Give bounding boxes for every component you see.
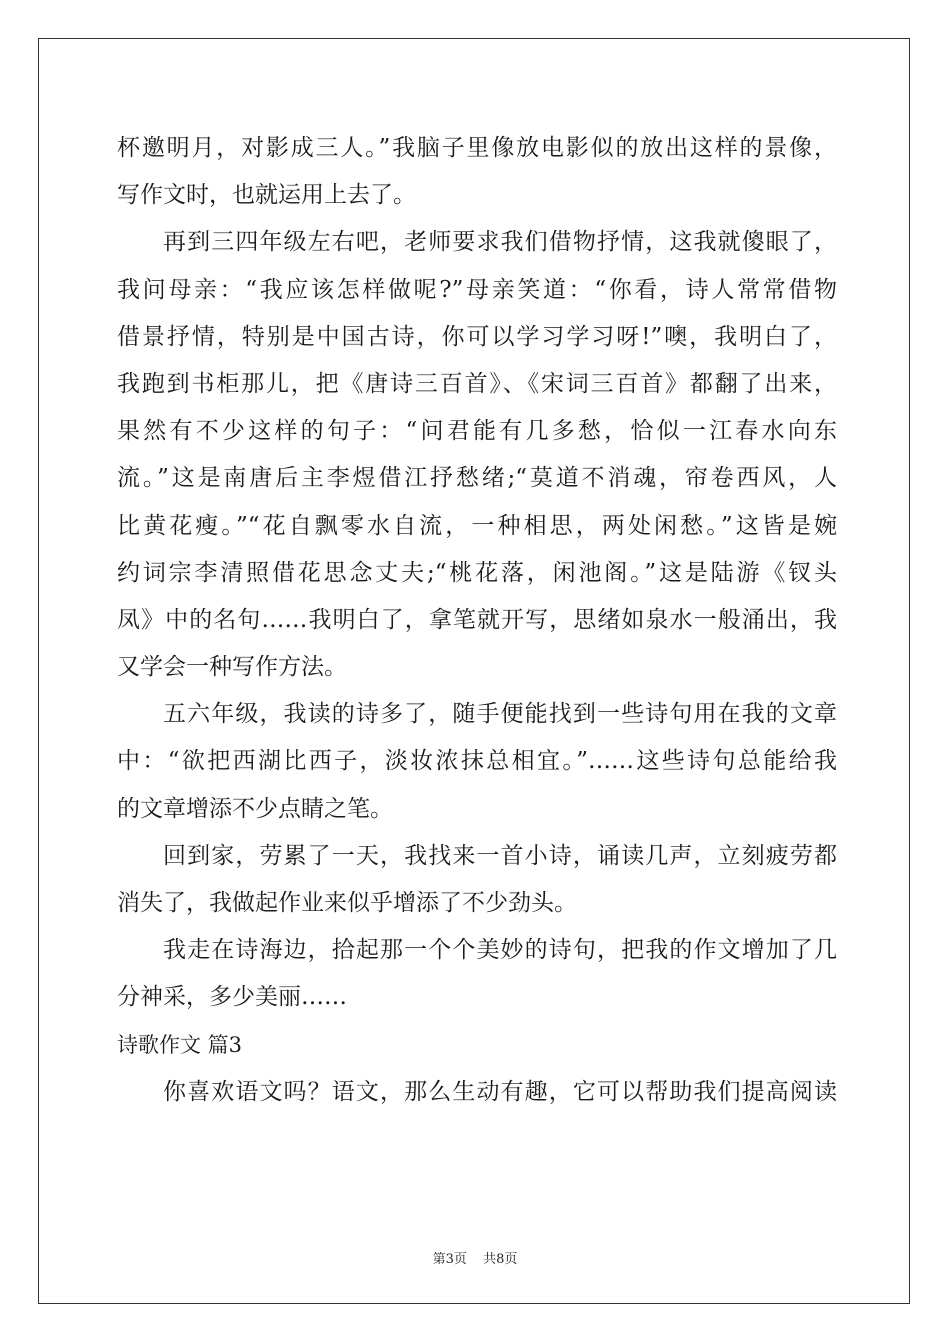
text-line: 回到家，劳累了一天，我找来一首小诗，诵读几声，立刻疲劳都 <box>163 842 837 869</box>
page-footer <box>0 1248 950 1267</box>
text-line: 写作文时，也就运用上去了。 <box>117 182 416 209</box>
text-line: 果然有不少这样的句子：“问君能有几多愁，恰似一江春水向东 <box>117 418 837 445</box>
text-line: 我走在诗海边，拾起那一个个美妙的诗句，把我的作文增加了几 <box>163 937 837 964</box>
text-line: 我跑到书柜那儿，把《唐诗三百首》、《宋词三百首》都翻了出来， <box>117 370 837 397</box>
paragraph <box>117 833 837 927</box>
paragraph <box>117 691 837 833</box>
text-line: 再到三四年级左右吧，老师要求我们借物抒情，这我就傻眼了， <box>163 229 837 256</box>
text-line: 五六年级，我读的诗多了，随手便能找到一些诗句用在我的文章 <box>163 701 837 728</box>
text-line: 流。”这是南唐后主李煜借江抒愁绪;“莫道不消魂，帘卷西风，人 <box>117 465 837 492</box>
page-total: 共8页 <box>483 1252 518 1267</box>
document-body <box>117 125 837 1116</box>
text-line: 比黄花瘦。”“花自飘零水自流，一种相思，两处闲愁。”这皆是婉 <box>117 512 837 539</box>
text-line: 杯邀明月，对影成三人。”我脑子里像放电影似的放出这样的景像， <box>117 135 837 161</box>
paragraph <box>117 219 837 691</box>
paragraph <box>117 927 837 1021</box>
text-line: 消失了，我做起作业来似乎增添了不少劲头。 <box>117 890 577 916</box>
paragraph <box>117 125 837 219</box>
section-heading: 诗歌作文 篇3 <box>117 1032 243 1057</box>
text-line: 的文章增添不少点睛之笔。 <box>117 795 393 822</box>
text-line: 又学会一种写作方法。 <box>117 654 347 681</box>
text-line: 你喜欢语文吗？语文，那么生动有趣，它可以帮助我们提高阅读 <box>163 1078 837 1105</box>
text-line: 我问母亲：“我应该怎样做呢?”母亲笑道：“你看，诗人常常借物 <box>117 276 837 303</box>
text-line: 中：“欲把西湖比西子，淡妆浓抹总相宜。”……这些诗句总能给我 <box>117 748 837 775</box>
text-line: 凤》中的名句……我明白了，拿笔就开写，思绪如泉水一般涌出，我 <box>117 606 837 633</box>
text-line: 分神采，多少美丽…… <box>117 984 347 1011</box>
page-number: 第3页 <box>432 1252 467 1267</box>
text-line: 借景抒情，特别是中国古诗，你可以学习学习呀!”噢，我明白了， <box>117 323 837 350</box>
text-line: 约词宗李清照借花思念丈夫;“桃花落，闲池阁。”这是陆游《钗头 <box>117 559 837 586</box>
